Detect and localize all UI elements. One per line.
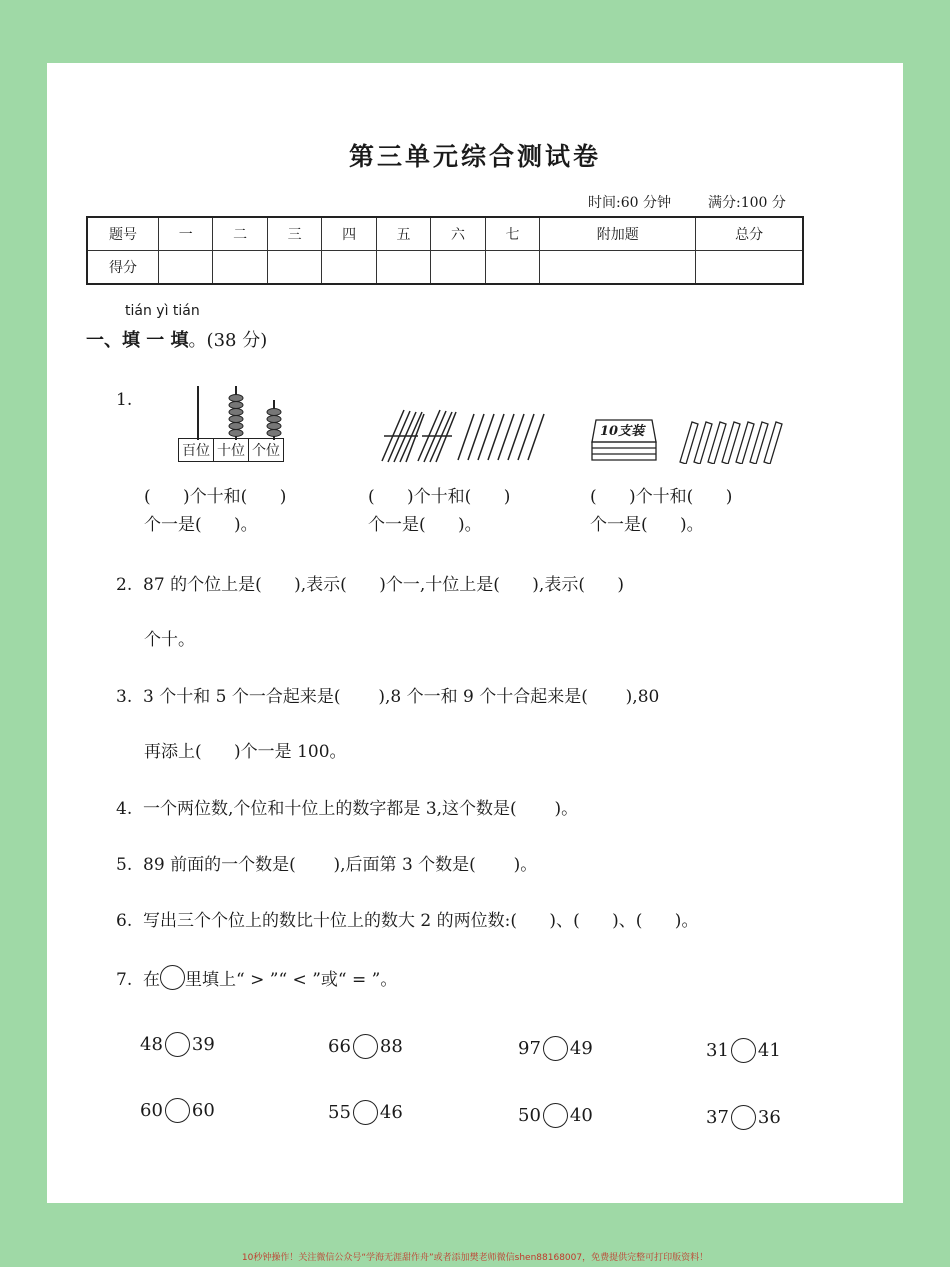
question-6[interactable]: 6. 写出三个个位上的数比十位上的数大 2 的两位数:( )、( )、( )。 [116, 911, 699, 931]
answer-circle[interactable] [165, 1098, 190, 1123]
answer-circle[interactable] [543, 1103, 568, 1128]
q1-blank-a-line1[interactable]: ( )个十和( ) [144, 487, 287, 507]
page-title: 第三单元综合测试卷 [348, 142, 601, 171]
score-cell[interactable] [540, 251, 696, 285]
question-5[interactable]: 5. 89 前面的一个数是( ),后面第 3 个数是( )。 [116, 855, 538, 875]
question-7-post: 里填上“ > ”“ < ”或“ = ”。 [185, 970, 398, 990]
answer-circle[interactable] [353, 1034, 378, 1059]
question-7 [116, 965, 397, 990]
table-cell: 一 [159, 217, 213, 251]
table-cell: 二 [213, 217, 267, 251]
pens-illustration [676, 418, 786, 464]
comparison-item[interactable] [140, 1032, 215, 1057]
time-limit: 时间:60 分钟 [588, 195, 671, 211]
place-ones: 个位 [252, 443, 280, 459]
score-cell[interactable] [696, 251, 803, 285]
score-cell[interactable] [159, 251, 213, 285]
q1-blank-c-line2[interactable]: 个一是( )。 [590, 515, 704, 535]
question-3-line1[interactable]: 3. 3 个十和 5 个一合起来是( ),8 个一和 9 个十合起来是( ),80 [116, 687, 660, 707]
score-table-header-row [87, 217, 803, 251]
compare-left: 31 [706, 1040, 729, 1061]
compare-right: 88 [379, 1036, 403, 1057]
score-table [86, 216, 804, 285]
abacus-illustration [178, 382, 298, 440]
table-cell: 六 [431, 217, 485, 251]
score-table-score-row [87, 251, 803, 285]
answer-circle[interactable] [543, 1036, 568, 1061]
full-score: 满分:100 分 [708, 195, 786, 211]
answer-circle[interactable] [165, 1032, 190, 1057]
question-7-pre: 7. 在 [116, 970, 161, 990]
question-2-line2: 个十。 [144, 630, 195, 650]
score-cell[interactable] [485, 251, 539, 285]
stick-bundles-illustration [378, 406, 548, 466]
answer-circle[interactable] [731, 1105, 756, 1130]
answer-circle[interactable] [731, 1038, 756, 1063]
compare-left: 50 [518, 1105, 541, 1126]
compare-right: 36 [757, 1107, 781, 1128]
score-cell[interactable] [322, 251, 376, 285]
score-cell[interactable] [267, 251, 321, 285]
compare-right: 46 [379, 1102, 403, 1123]
compare-right: 41 [757, 1040, 781, 1061]
q1-blank-a-line2[interactable]: 个一是( )。 [144, 515, 258, 535]
place-tens: 十位 [214, 439, 249, 461]
pen-box-label: 10支装 [600, 424, 645, 439]
table-cell: 七 [485, 217, 539, 251]
compare-left: 60 [140, 1100, 163, 1121]
table-cell: 得分 [87, 251, 159, 285]
question-3-line2[interactable]: 再添上( )个一是 100。 [144, 742, 347, 762]
comparison-item[interactable] [518, 1036, 593, 1061]
compare-left: 55 [328, 1102, 351, 1123]
compare-left: 97 [518, 1038, 541, 1059]
table-cell: 题号 [87, 217, 159, 251]
comparison-item[interactable] [706, 1038, 781, 1063]
score-cell[interactable] [213, 251, 267, 285]
circle-icon [160, 965, 185, 990]
q1-blank-b-line2[interactable]: 个一是( )。 [368, 515, 482, 535]
answer-circle[interactable] [353, 1100, 378, 1125]
table-cell: 总分 [696, 217, 803, 251]
comparison-item[interactable] [706, 1105, 781, 1130]
question-number: 1. [116, 390, 133, 410]
compare-left: 37 [706, 1107, 729, 1128]
q1-blank-b-line1[interactable]: ( )个十和( ) [368, 487, 511, 507]
table-cell: 三 [267, 217, 321, 251]
q1-blank-c-line1[interactable]: ( )个十和( ) [590, 487, 733, 507]
place-hundreds: 百位 [179, 439, 214, 461]
section-points: 。(38 分) [188, 330, 268, 351]
compare-left: 48 [140, 1034, 163, 1055]
table-cell: 五 [376, 217, 430, 251]
place-value-labels [178, 438, 284, 462]
comparison-item[interactable] [518, 1103, 593, 1128]
section-label: 一、填 一 填 [86, 330, 189, 351]
comparison-item[interactable] [140, 1098, 215, 1123]
compare-right: 60 [191, 1100, 215, 1121]
footer-notice: 10秒钟操作！关注微信公众号“学海无涯甜作舟”或者添加樊老师微信shen88168007，免费提供完整可打印版资料！ [241, 1253, 709, 1263]
compare-right: 39 [191, 1034, 215, 1055]
table-cell: 四 [322, 217, 376, 251]
compare-left: 66 [328, 1036, 351, 1057]
score-cell[interactable] [431, 251, 485, 285]
pinyin-annotation: tián yì tián [125, 303, 200, 319]
compare-right: 49 [569, 1038, 593, 1059]
comparison-item[interactable] [328, 1034, 403, 1059]
section-heading [86, 326, 267, 352]
question-4[interactable]: 4. 一个两位数,个位和十位上的数字都是 3,这个数是( )。 [116, 799, 579, 819]
table-cell: 附加题 [540, 217, 696, 251]
score-cell[interactable] [376, 251, 430, 285]
comparison-item[interactable] [328, 1100, 403, 1125]
question-2-line1[interactable]: 2. 87 的个位上是( ),表示( )个一,十位上是( ),表示( ) [116, 575, 625, 595]
compare-right: 40 [569, 1105, 593, 1126]
